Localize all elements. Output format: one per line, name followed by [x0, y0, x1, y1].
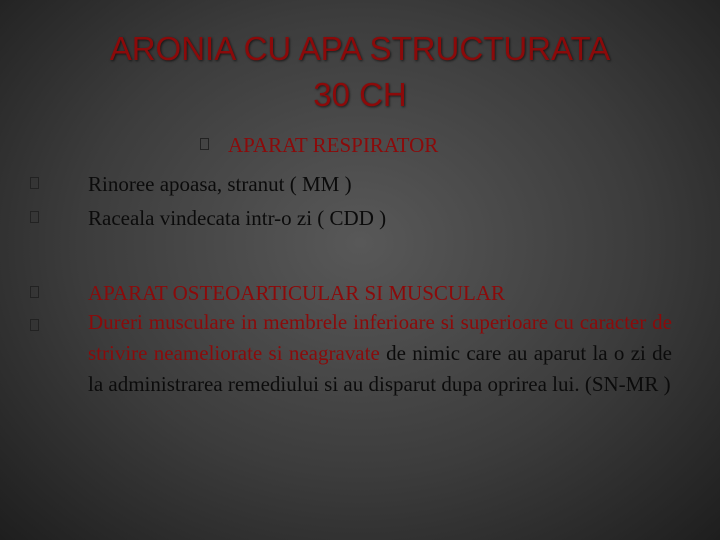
bullet-box-icon	[30, 177, 39, 189]
title-line-2: 30 CH	[313, 76, 407, 113]
bullet-box-icon	[30, 211, 39, 223]
bullet-box-icon	[30, 319, 39, 331]
paragraph-highlight: Dureri musculare in membrele inferioare si superioare cu caracter de strivire neameliorate si neagravate	[88, 310, 672, 365]
paragraph-rest: de nimic care au aparut la o zi de la administrarea remediului si au disparut dupa oprirea lui. (SN-MR )	[88, 341, 672, 396]
bullet-box-icon	[30, 286, 39, 298]
section-heading-respirator: APARAT RESPIRATOR	[228, 133, 439, 157]
title-line-1: ARONIA CU APA STRUCTURATA	[109, 30, 611, 67]
section-heading-osteoarticular: APARAT OSTEOARTICULAR SI MUSCULAR	[88, 281, 506, 305]
section-paragraph	[88, 307, 672, 400]
list-item: Rinoree apoasa, stranut ( MM )	[88, 172, 352, 196]
list-item: Raceala vindecata intr-o zi ( CDD )	[88, 206, 387, 230]
bullet-box-icon	[200, 138, 209, 150]
slide-title	[40, 26, 680, 118]
